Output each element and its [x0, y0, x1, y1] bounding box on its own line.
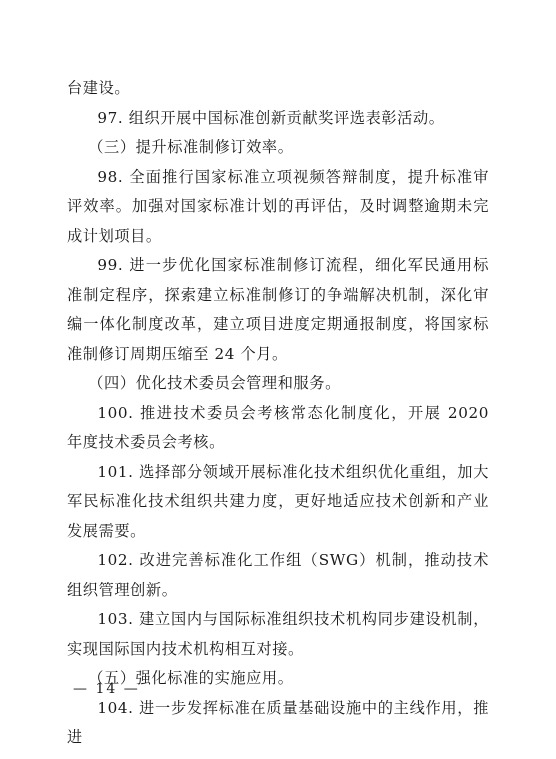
paragraph-item-98: 98. 全面推行国家标准立项视频答辩制度，提升标准审评效率。加强对国家标准计划的再评估，及时调整逾期未完成计划项目。	[67, 167, 489, 245]
paragraph-item-104: 104. 进一步发挥标准在质量基础设施中的主线作用，推进	[67, 698, 489, 746]
paragraph-item-97: 97. 组织开展中国标准创新贡献奖评选表彰活动。	[97, 108, 445, 127]
paragraph-continuation: 台建设。	[67, 79, 131, 97]
paragraph-item-103: 103. 建立国内与国际标准组织技术机构同步建设机制，实现国际国内技术机构相互对接。	[67, 610, 489, 658]
section-heading-5: （五）强化标准的实施应用。	[88, 669, 294, 687]
document-body	[67, 74, 489, 753]
paragraph-item-102: 102. 改进完善标准化工作组（SWG）机制，推动技术组织管理创新。	[67, 551, 489, 599]
paragraph-item-99: 99. 进一步优化国家标准制修订流程，细化军民通用标准制定程序，探索建立标准制修订的争端解决机制，深化审编一体化制度改革，建立项目进度定期通报制度，将国家标准制修订周期压缩至 24 个月。	[67, 256, 489, 363]
paragraph-item-100: 100. 推进技术委员会考核常态化制度化，开展 2020 年度技术委员会考核。	[67, 403, 489, 451]
section-heading-3: （三）提升标准制修订效率。	[88, 138, 294, 156]
paragraph-item-101: 101. 选择部分领域开展标准化技术组织优化重组，加大军民标准化技术组织共建力度，更好地适应技术创新和产业发展需要。	[67, 462, 489, 540]
page-number: — 14 —	[73, 681, 140, 697]
section-heading-4: （四）优化技术委员会管理和服务。	[88, 374, 341, 392]
